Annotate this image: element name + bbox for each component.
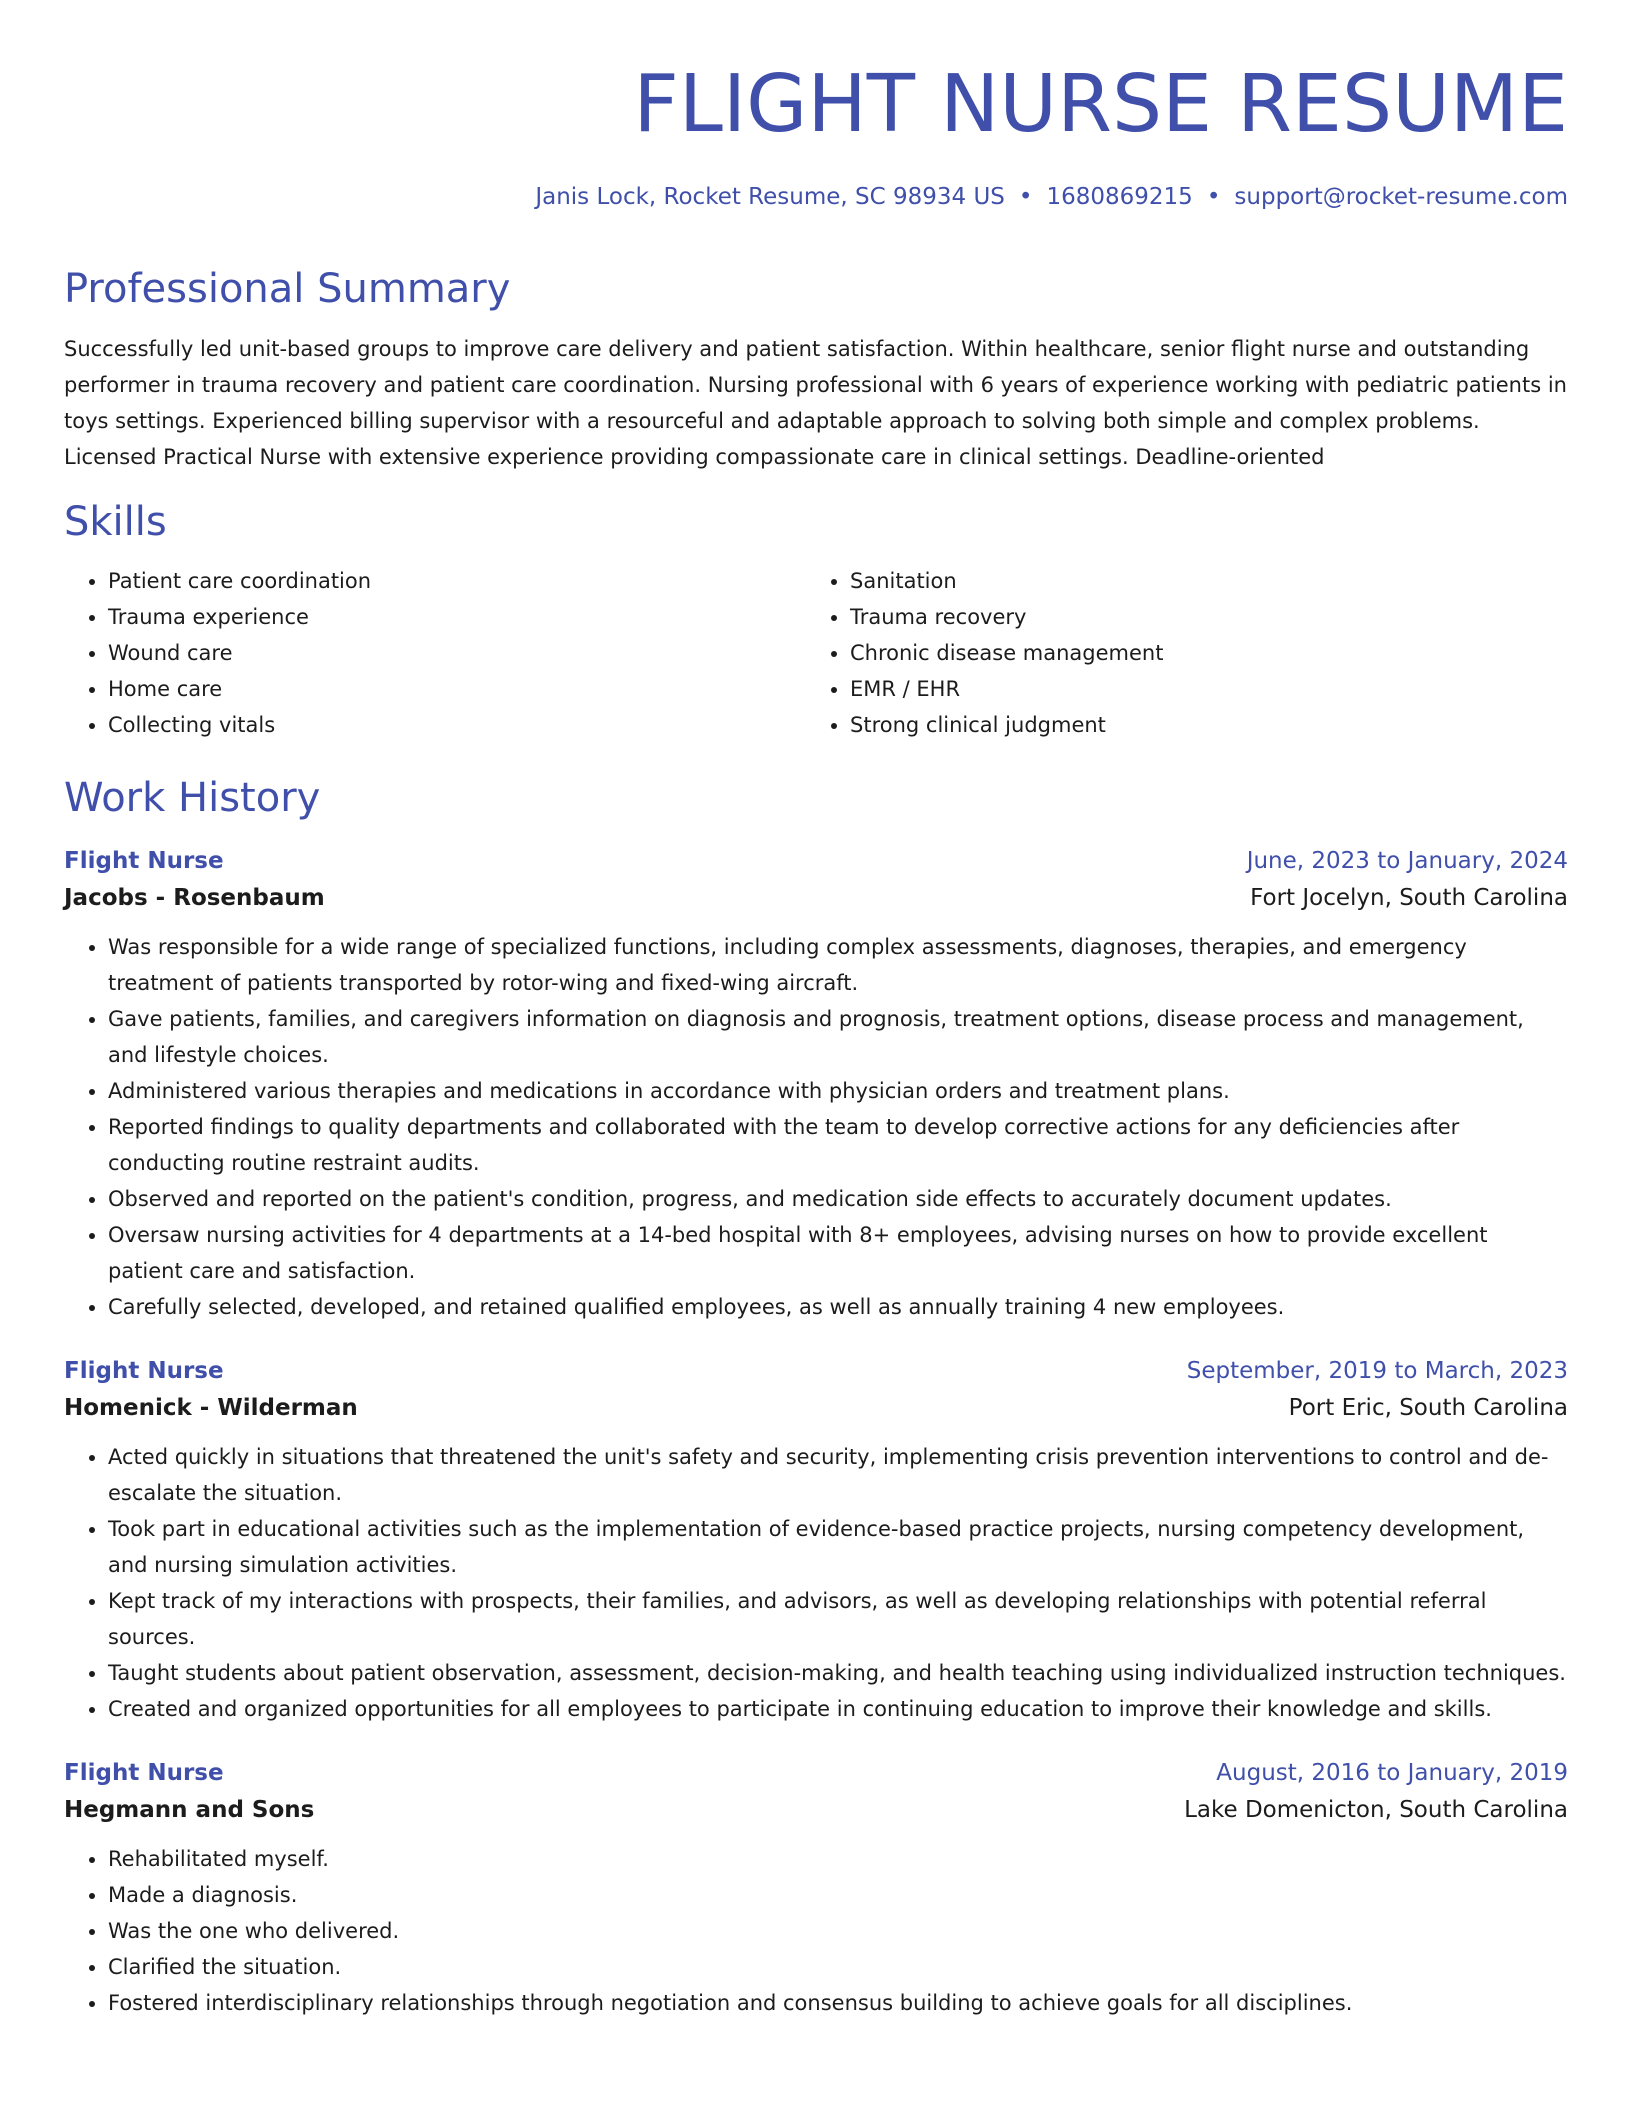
job-subheader (64, 879, 1568, 917)
job-header (64, 843, 1568, 879)
bullet-item: • Took part in educational activities such as the implementation of evidence-based practice projects, nursing competency development, and nursing simulation activities. (108, 1511, 1568, 1583)
contact-email: support@rocket-resume.com (1234, 184, 1568, 210)
bullet-item: • Was responsible for a wide range of specialized functions, including complex assessments, diagnoses, therapies, and emergency treatment of patients transported by rotor-wing and fixed-wing aircraft. (108, 929, 1568, 1001)
contact-phone: 1680869215 (1046, 184, 1193, 210)
bullet-item: • Clarified the situation. (108, 1949, 1568, 1985)
skill-item: • Patient care coordination (108, 563, 806, 599)
bullet-item: • Oversaw nursing activities for 4 departments at a 14-bed hospital with 8+ employees, advising nurses on how to provide excellent patient care and satisfaction. (108, 1217, 1568, 1289)
job-header (64, 1755, 1568, 1791)
skills-list-right (806, 563, 1548, 743)
separator-dot: • (1018, 184, 1033, 210)
job-title: Flight Nurse (64, 1358, 224, 1384)
summary-heading: Professional Summary (64, 266, 511, 312)
job-dates: August, 2016 to January, 2019 (1216, 1760, 1568, 1786)
skill-item: • Home care (108, 671, 806, 707)
bullet-item: • Taught students about patient observation, assessment, decision-making, and health teaching using individualized instruction techniques. (108, 1655, 1568, 1691)
job-entry (64, 1755, 1568, 2021)
job-bullets (64, 929, 1568, 1325)
summary-text: Successfully led unit-based groups to improve care delivery and patient satisfaction. Within healthcare, senior flight nurse and outstanding performer in trauma recovery and patient care coordination. Nursing professional with 6 years of experience working with pediatric patients in toys settings. Experienced billing supervisor with a resourceful and adaptable approach to solving both simple and complex problems. Licensed Practical Nurse with extensive experience providing compassionate care in clinical settings. Deadline-oriented (64, 337, 1567, 469)
job-location: Fort Jocelyn, South Carolina (1250, 885, 1568, 911)
job-dates: June, 2023 to January, 2024 (1246, 848, 1568, 874)
skill-item: • Strong clinical judgment (850, 707, 1548, 743)
bullet-item: • Was the one who delivered. (108, 1913, 1568, 1949)
company-name: Jacobs - Rosenbaum (64, 885, 325, 911)
bullet-item: • Reported findings to quality departments and collaborated with the team to develop corrective actions for any deficiencies after conducting routine restraint audits. (108, 1109, 1568, 1181)
job-dates: September, 2019 to March, 2023 (1186, 1358, 1568, 1384)
bullet-item: • Fostered interdisciplinary relationships through negotiation and consensus building to achieve goals for all disciplines. (108, 1985, 1568, 2021)
skill-item: • Chronic disease management (850, 635, 1548, 671)
contact-address: Janis Lock, Rocket Resume, SC 98934 US (535, 184, 1005, 210)
bullet-item: • Administered various therapies and medications in accordance with physician orders and treatment plans. (108, 1073, 1568, 1109)
job-title: Flight Nurse (64, 1760, 224, 1786)
job-header (64, 1353, 1568, 1389)
contact-line (64, 182, 1568, 212)
skills-list-left (64, 563, 806, 743)
skill-item: • Collecting vitals (108, 707, 806, 743)
job-bullets (64, 1841, 1568, 2021)
bullet-item: • Made a diagnosis. (108, 1877, 1568, 1913)
job-bullets (64, 1439, 1568, 1727)
skill-item: • Trauma recovery (850, 599, 1548, 635)
skills-heading: Skills (64, 499, 167, 545)
bullet-item: • Kept track of my interactions with prospects, their families, and advisors, as well as developing relationships with potential referral sources. (108, 1583, 1568, 1655)
skill-item: • Trauma experience (108, 599, 806, 635)
separator-dot: • (1206, 184, 1221, 210)
bullet-item: • Carefully selected, developed, and retained qualified employees, as well as annually training 4 new employees. (108, 1289, 1568, 1325)
skill-item: • EMR / EHR (850, 671, 1548, 707)
bullet-item: • Rehabilitated myself. (108, 1841, 1568, 1877)
job-title: Flight Nurse (64, 848, 224, 874)
resume-title: FLIGHT NURSE RESUME (633, 58, 1568, 150)
work-history-heading: Work History (64, 775, 321, 821)
resume-page (64, 0, 1568, 2021)
job-location: Lake Domenicton, South Carolina (1184, 1797, 1568, 1823)
skills-columns (64, 563, 1568, 743)
job-entry (64, 843, 1568, 1325)
company-name: Homenick - Wilderman (64, 1395, 358, 1421)
company-name: Hegmann and Sons (64, 1797, 315, 1823)
bullet-item: • Observed and reported on the patient's condition, progress, and medication side effects to accurately document updates. (108, 1181, 1568, 1217)
job-entry (64, 1353, 1568, 1727)
job-location: Port Eric, South Carolina (1288, 1395, 1568, 1421)
skill-item: • Wound care (108, 635, 806, 671)
job-subheader (64, 1791, 1568, 1829)
bullet-item: • Created and organized opportunities for all employees to participate in continuing education to improve their knowledge and skills. (108, 1691, 1568, 1727)
bullet-item: • Acted quickly in situations that threatened the unit's safety and security, implementing crisis prevention interventions to control and de-escalate the situation. (108, 1439, 1568, 1511)
skill-item: • Sanitation (850, 563, 1548, 599)
bullet-item: • Gave patients, families, and caregivers information on diagnosis and prognosis, treatment options, disease process and management, and lifestyle choices. (108, 1001, 1568, 1073)
job-subheader (64, 1389, 1568, 1427)
